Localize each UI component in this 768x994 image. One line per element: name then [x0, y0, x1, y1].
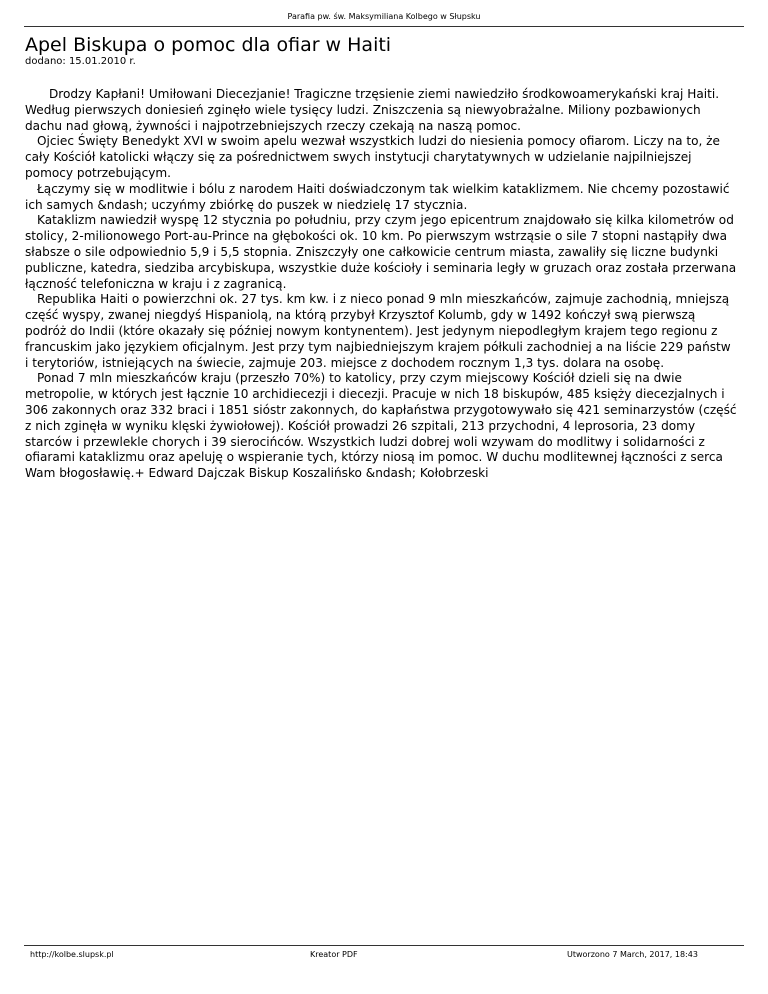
paragraph-church: Ponad 7 mln mieszkańców kraju (przeszło 70%) to katolicy, przy czym miejscowy Kościół dzieli się na dwie metropolie, w których jest łącznie 10 archidiecezji i diecezji. Pracuje w nich 18 biskupów, 485 księży diecezjalnych i 306 zakonnych oraz 332 braci i 1851 sióstr zakonnych, do kapłaństwa przygotowywało się 421 seminarzystów (część z nich zginęła w wyniku klęski żywiołowej). Kościół prowadzi 26 szpitali, 213 przychodni, 4 leprosoria, 23 domy starców i przewlekle chorych i 39 sierocińców. Wszystkich ludzi dobrej woli wzywam do modlitwy i solidarności z ofiarami kataklizmu oraz apeluję o wspieranie tych, którzy niosą im pomoc. W duchu modlitewnej łączności z serca Wam błogosławię.+ Edward Dajczak Biskup Koszalińsko &ndash; Kołobrzeski [25, 371, 737, 481]
paragraph-prayer: Łączymy się w modlitwie i bólu z narodem Haiti doświadczonym tak wielkim kataklizmem. Nie chcemy pozostawić ich samych &ndash; uczyńmy zbiórkę do puszek w niedzielę 17 stycznia. [25, 181, 730, 212]
footer-created: Utworzono 7 March, 2017, 18:43 [567, 950, 698, 959]
paragraph-greeting: Drodzy Kapłani! Umiłowani Diecezjanie! Tragiczne trzęsienie ziemi nawiedziło środkowoamerykański kraj Haiti. Według pierwszych doniesień zginęło wiele tysięcy ludzi. Zniszczenia są niewyobrażalne. Miliony pozbawionych dachu nad głową, żywności i najpotrzebniejszych rzeczy czekają na naszą pomoc. [25, 87, 720, 133]
footer-generator: Kreator PDF [310, 950, 358, 959]
footer-url: http://kolbe.slupsk.pl [30, 950, 114, 959]
paragraph-republic: Republika Haiti o powierzchni ok. 27 tys. km kw. i z nieco ponad 9 mln mieszkańców, zajmuje zachodnią, mniejszą część wyspy, zwanej niegdyś Hispaniolą, na którą przybył Krzysztof Kolumb, gdy w 1492 kończył swą pierwszą podróż do Indii (które okazały się później nowym kontynentem). Jest jedynym niepodległym krajem tego regionu z francuskim jako językiem oficjalnym. Jest przy tym najbiedniejszym krajem półkuli zachodniej a na liście 229 państw i terytoriów, istniejących na świecie, zajmuje 203. miejsce z dochodem rocznym 1,3 tys. dolara na osobę. [25, 292, 731, 370]
header-divider [24, 26, 744, 27]
paragraph-pope-appeal: Ojciec Święty Benedykt XVI w swoim apelu wezwał wszystkich ludzi do niesienia pomocy ofiarom. Liczy na to, że cały Kościół katolicki włączy się za pośrednictwem swych instytucji charytatywnych w udzielanie najpilniejszej pomocy potrzebującym. [25, 134, 720, 180]
article-body [25, 87, 737, 482]
page-header: Parafia pw. św. Maksymiliana Kolbego w Słupsku [287, 12, 481, 21]
article-title: Apel Biskupa o pomoc dla ofiar w Haiti [25, 34, 392, 56]
paragraph-cataclysm: Kataklizm nawiedził wyspę 12 stycznia po południu, przy czym jego epicentrum znajdowało się kilka kilometrów od stolicy, 2-milionowego Port-au-Prince na głębokości ok. 10 km. Po pierwszym wstrząsie o sile 7 stopni nastąpiły dwa słabsze o sile odpowiednio 5,9 i 5,5 stopnia. Zniszczyły one całkowicie centrum miasta, zawaliły się liczne budynki publiczne, katedra, siedziba arcybiskupa, wszystkie duże kościoły i seminaria legły w gruzach oraz została przerwana łączność telefoniczna w kraju i z zagranicą. [25, 213, 737, 291]
article-date: dodano: 15.01.2010 r. [25, 56, 136, 67]
footer-divider [24, 945, 744, 946]
